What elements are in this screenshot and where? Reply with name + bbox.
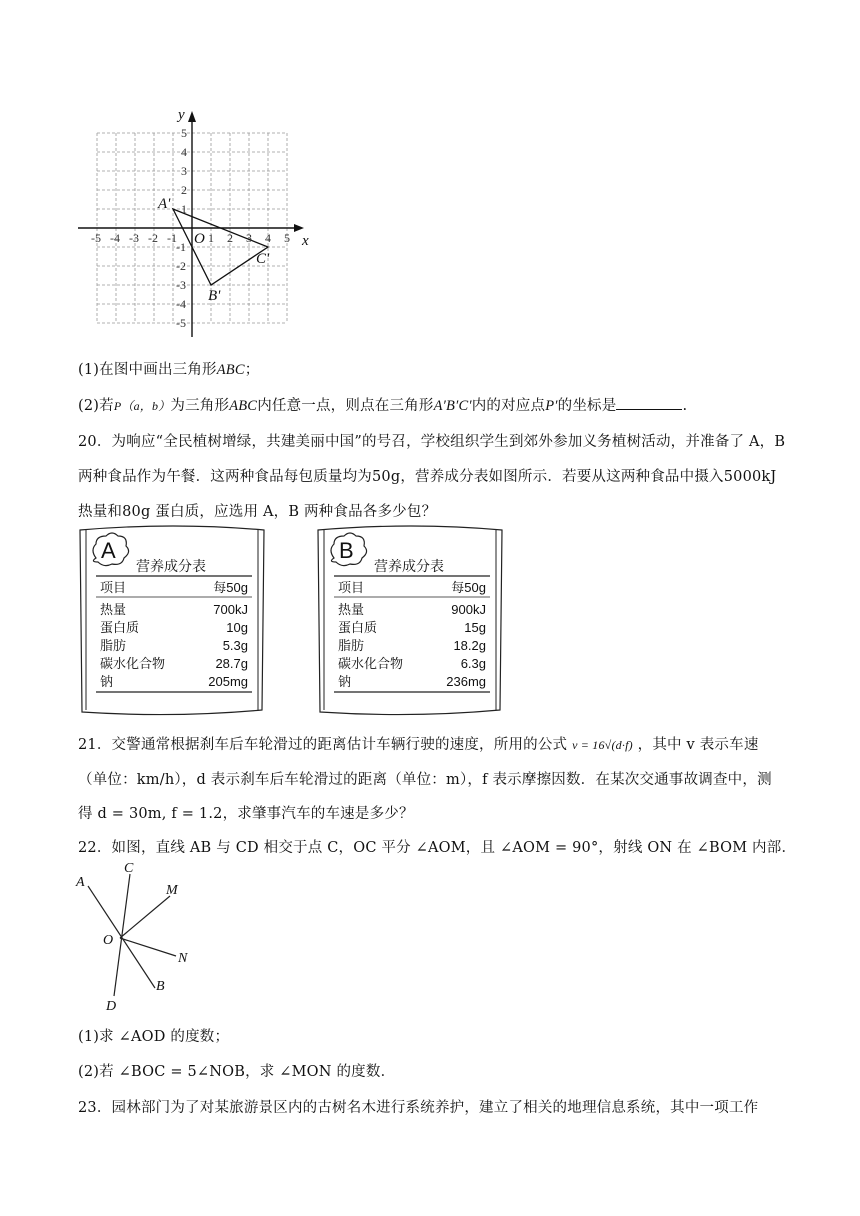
q19-part2-text: 内任意一点，则点在三角形 — [257, 398, 434, 414]
q19-part2-end: . — [682, 398, 688, 414]
y-tick-label: -4 — [176, 297, 186, 311]
y-tick-label: -3 — [176, 278, 186, 292]
card-row — [338, 601, 486, 619]
x-axis-label: x — [302, 233, 309, 249]
card-b-title: 营养成分表 — [374, 558, 444, 574]
card-b-rows — [338, 579, 486, 691]
y-tick-label: -1 — [176, 240, 186, 254]
q21-line2: （单位：km/h），d 表示刹车后车轮滑过的距离（单位：m），f 表示摩擦因数．在某次交通事故调查中，测 — [78, 772, 772, 788]
card-row-value: 每50g — [213, 580, 248, 595]
x-tick-label: -5 — [91, 231, 101, 245]
y-tick-label: -2 — [176, 259, 186, 273]
card-row-value: 每50g — [451, 580, 486, 595]
card-row-label: 项目 — [338, 580, 365, 595]
q22-line1: 22．如图，直线 AB 与 CD 相交于点 C，OC 平分 ∠AOM，且 ∠AOM = 90°，射线 ON 在 ∠BOM 内部． — [78, 840, 797, 856]
q19-part1-text: (1)在图中画出三角形 — [78, 362, 217, 378]
card-row-label: 脂肪 — [338, 638, 365, 653]
card-row-value: 18.2g — [453, 638, 486, 653]
label-n: N — [178, 951, 188, 966]
x-tick-label: 3 — [246, 231, 252, 245]
label-d: D — [106, 999, 117, 1014]
x-tick-label: 4 — [265, 231, 271, 245]
q21-line1 — [78, 733, 759, 754]
y-tick-label: 2 — [181, 183, 187, 197]
card-row-value: 5.3g — [222, 638, 248, 653]
card-row-label: 碳水化合物 — [338, 656, 404, 671]
q19-part2 — [78, 394, 687, 415]
q19-part2-abc: ABC — [229, 398, 258, 414]
x-tick-label: -4 — [110, 231, 120, 245]
y-tick-label: 5 — [181, 126, 187, 140]
q19-part2-text: 内的对应点 — [471, 398, 546, 414]
q22-part1: (1)求 ∠AOD 的度数； — [78, 1029, 230, 1045]
card-row-value: 236mg — [446, 674, 486, 689]
q19-part2-p-prime: P′ — [545, 398, 558, 414]
label-c: C — [124, 861, 134, 876]
q21-line3: 得 d = 30m, f = 1.2，求肇事汽车的车速是多少？ — [78, 806, 414, 822]
x-tick-label: -1 — [167, 231, 177, 245]
card-row-value: 6.3g — [460, 656, 486, 671]
card-row-label: 钠 — [338, 674, 352, 689]
card-row — [100, 655, 248, 673]
y-tick-label: -5 — [176, 316, 186, 330]
origin-label: O — [194, 231, 205, 247]
card-a-rows — [100, 579, 248, 691]
card-row — [338, 637, 486, 655]
q21-line1-text: 21．交警通常根据刹车后车轮滑过的距离估计车辆行驶的速度，所用的公式 — [78, 737, 568, 753]
card-row — [338, 655, 486, 673]
card-row-label: 碳水化合物 — [100, 656, 166, 671]
card-row-value: 15g — [464, 620, 486, 635]
card-b-badge: B — [339, 538, 354, 563]
y-tick-label: 4 — [181, 145, 187, 159]
answer-blank[interactable] — [616, 397, 682, 410]
q20-line2: 两种食品作为午餐．这两种食品每包质量均为50g，营养成分表如图所示．若要从这两种食品中摄入5000kJ — [78, 469, 777, 485]
card-row-label: 热量 — [338, 602, 365, 617]
angle-figure — [70, 856, 210, 1016]
x-tick-label: 5 — [284, 231, 290, 245]
q19-part2-abc-prime: A′B′C′ — [433, 398, 472, 414]
card-row — [100, 673, 248, 691]
q19-part2-text: (2)若 — [78, 398, 114, 414]
card-row-label: 蛋白质 — [100, 620, 140, 635]
card-row — [100, 579, 248, 597]
x-tick-label: -2 — [148, 231, 158, 245]
q20-line3: 热量和80g 蛋白质，应选用 A，B 两种食品各多少包？ — [78, 504, 437, 520]
q19-part2-point: P（a，b） — [113, 399, 171, 413]
card-row-value: 700kJ — [213, 602, 248, 617]
q22-part2: (2)若 ∠BOC = 5∠NOB，求 ∠MON 的度数． — [78, 1064, 396, 1080]
label-b: B — [156, 979, 165, 994]
card-row — [100, 619, 248, 637]
card-row — [338, 673, 486, 691]
card-row-value: 900kJ — [451, 602, 486, 617]
x-axis-arrow — [294, 224, 304, 232]
card-row-label: 热量 — [100, 602, 127, 617]
card-a-title: 营养成分表 — [136, 558, 206, 574]
y-tick-label: 3 — [181, 164, 187, 178]
nutrition-card-b — [312, 522, 508, 718]
card-row — [338, 619, 486, 637]
card-row-value: 205mg — [208, 674, 248, 689]
q20-line1: 20．为响应“全民植树增绿，共建美丽中国”的号召，学校组织学生到郊外参加义务植树活动，并准备了 A，B — [78, 434, 786, 450]
card-row-label: 钠 — [100, 674, 114, 689]
label-o: O — [103, 933, 114, 948]
q21-formula: v = 16√(d·f) — [572, 738, 633, 752]
q21-line1-suffix: ，其中 v 表示车速 — [637, 737, 759, 753]
point-c-label: C' — [256, 251, 270, 267]
card-row-label: 蛋白质 — [338, 620, 378, 635]
card-row — [338, 579, 486, 597]
x-tick-label: 2 — [227, 231, 233, 245]
label-m: M — [166, 883, 178, 898]
x-tick-label: -3 — [129, 231, 139, 245]
card-row — [100, 637, 248, 655]
card-row-value: 28.7g — [215, 656, 248, 671]
q19-part2-text: 为三角形 — [170, 398, 230, 414]
q19-part1-math: ABC — [216, 362, 245, 378]
point-a-label: A' — [158, 196, 171, 212]
nutrition-card-a — [74, 522, 270, 718]
coordinate-grid-figure — [70, 105, 310, 345]
y-axis-label: y — [178, 107, 185, 123]
x-tick-label: 1 — [208, 231, 214, 245]
y-tick-label: 1 — [181, 202, 187, 216]
y-axis-arrow — [188, 111, 196, 122]
card-row-label: 脂肪 — [100, 638, 127, 653]
q19-part1-suffix: ； — [244, 362, 260, 378]
point-b-label: B' — [208, 288, 221, 304]
card-a-badge: A — [101, 538, 116, 563]
q23-line1: 23．园林部门为了对某旅游景区内的古树名木进行系统养护，建立了相关的地理信息系统，其中一项工作 — [78, 1100, 759, 1116]
card-row-value: 10g — [226, 620, 248, 635]
q19-part1 — [78, 358, 259, 379]
card-row — [100, 601, 248, 619]
card-row-label: 项目 — [100, 580, 127, 595]
label-a: A — [76, 875, 85, 890]
q19-part2-text: 的坐标是 — [557, 398, 617, 414]
